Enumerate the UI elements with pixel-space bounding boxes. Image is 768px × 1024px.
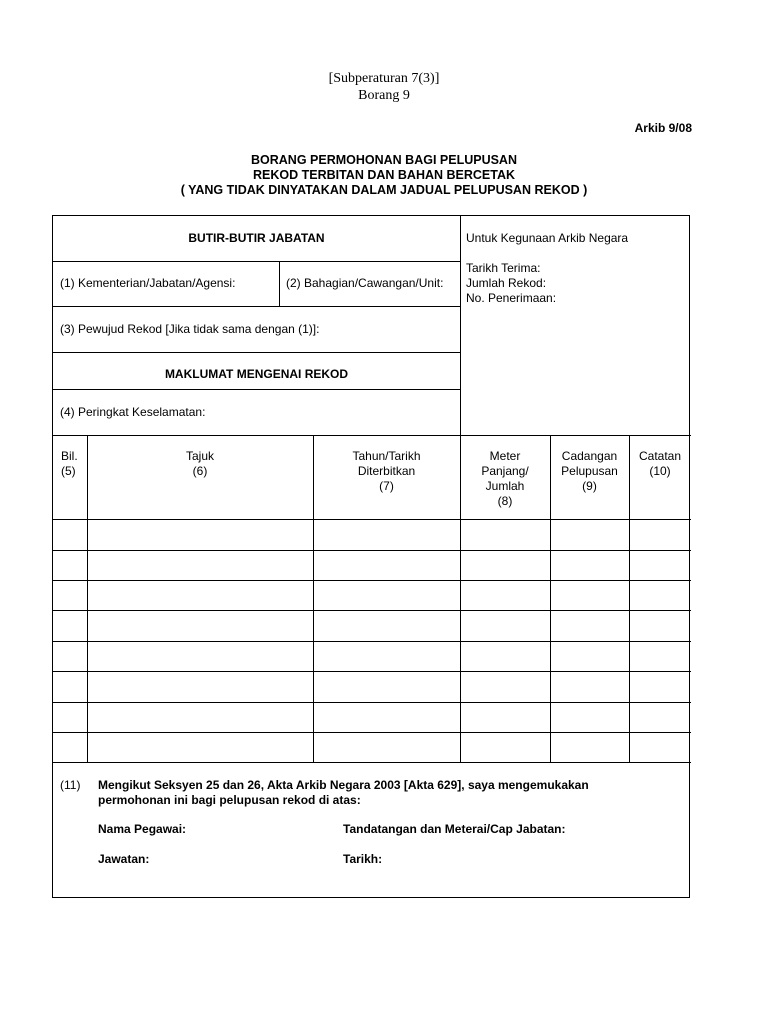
- table-row: [53, 519, 691, 520]
- title-line-2: REKOD TERBITAN DAN BAHAN BERCETAK: [252, 168, 516, 182]
- table-row: [53, 702, 691, 703]
- table-row: [53, 762, 691, 763]
- table-row: [53, 580, 691, 581]
- header-line: (7): [379, 479, 394, 493]
- header-line: Diterbitkan: [357, 464, 416, 478]
- column-header-bil: [61, 449, 78, 479]
- office-use-heading: Untuk Kegunaan Arkib Negara: [466, 231, 629, 245]
- tarikh-label: Tarikh:: [343, 852, 383, 866]
- column-header-tajuk: [87, 449, 313, 479]
- tarikh-terima-label: Tarikh Terima:: [466, 261, 541, 275]
- table-row: [53, 732, 691, 733]
- pewujud-field-label: (3) Pewujud Rekod [Jika tidak sama dengan (1)]:: [60, 322, 320, 336]
- column-header-meter: [460, 449, 550, 509]
- header-line: Jumlah: [485, 479, 525, 493]
- header-line: Meter: [489, 449, 521, 463]
- table-row: [53, 671, 691, 672]
- column-divider: [629, 435, 630, 762]
- header-line: (9): [582, 479, 597, 493]
- no-penerimaan-label: No. Penerimaan:: [466, 291, 557, 305]
- header-line: (6): [192, 464, 208, 478]
- peringkat-field-label: (4) Peringkat Keselamatan:: [60, 405, 206, 419]
- maklumat-rekod-heading: MAKLUMAT MENGENAI REKOD: [164, 367, 349, 381]
- field-divider: [279, 261, 280, 306]
- title-line-1: BORANG PERMOHONAN BAGI PELUPUSAN: [251, 153, 517, 167]
- table-row: [53, 550, 691, 551]
- row-divider: [53, 352, 460, 353]
- header-line: Bil.: [61, 449, 78, 463]
- kementerian-field-label: (1) Kementerian/Jabatan/Agensi:: [60, 276, 236, 290]
- header-line: Catatan: [638, 449, 682, 463]
- column-divider: [87, 435, 88, 762]
- header-line: (5): [61, 464, 76, 478]
- row-divider: [53, 435, 691, 436]
- row-divider: [53, 261, 460, 262]
- header-line: Tajuk: [185, 449, 214, 463]
- form-table: [52, 215, 690, 898]
- table-row: [53, 641, 691, 642]
- regulation-reference: [0, 70, 768, 104]
- jumlah-rekod-label: Jumlah Rekod:: [466, 276, 547, 290]
- row-divider: [53, 389, 460, 390]
- bahagian-field-label: (2) Bahagian/Cawangan/Unit:: [286, 276, 444, 290]
- column-header-catatan: [629, 449, 691, 479]
- declaration-number: (11): [60, 778, 81, 792]
- row-divider: [53, 306, 460, 307]
- title-line-3: ( YANG TIDAK DINYATAKAN DALAM JADUAL PELUPUSAN REKOD ): [180, 183, 588, 197]
- form-title: [0, 153, 768, 198]
- form-code: Arkib 9/08: [634, 121, 692, 135]
- declaration-line-2: permohonan ini bagi pelupusan rekod di atas:: [98, 793, 361, 807]
- column-header-cadangan: [550, 449, 629, 494]
- header-line: (10): [649, 464, 671, 478]
- header-line: (8): [497, 494, 513, 508]
- header-line: Cadangan: [561, 449, 618, 463]
- butir-jabatan-heading: BUTIR-BUTIR JABATAN: [188, 231, 325, 245]
- declaration-line-1: Mengikut Seksyen 25 dan 26, Akta Arkib Negara 2003 [Akta 629], saya mengemukakan: [98, 778, 589, 792]
- nama-pegawai-label: Nama Pegawai:: [98, 822, 187, 836]
- header-line: Tahun/Tarikh: [352, 449, 421, 463]
- subperaturan-text: [Subperaturan 7(3)]: [328, 71, 440, 86]
- header-line: Panjang/: [481, 464, 529, 478]
- column-header-tahun: [313, 449, 460, 494]
- office-divider: [460, 216, 461, 435]
- tandatangan-label: Tandatangan dan Meterai/Cap Jabatan:: [343, 822, 566, 836]
- borang-number: Borang 9: [358, 88, 410, 103]
- table-row: [53, 610, 691, 611]
- header-line: Pelupusan: [561, 464, 618, 478]
- jawatan-label: Jawatan:: [98, 852, 150, 866]
